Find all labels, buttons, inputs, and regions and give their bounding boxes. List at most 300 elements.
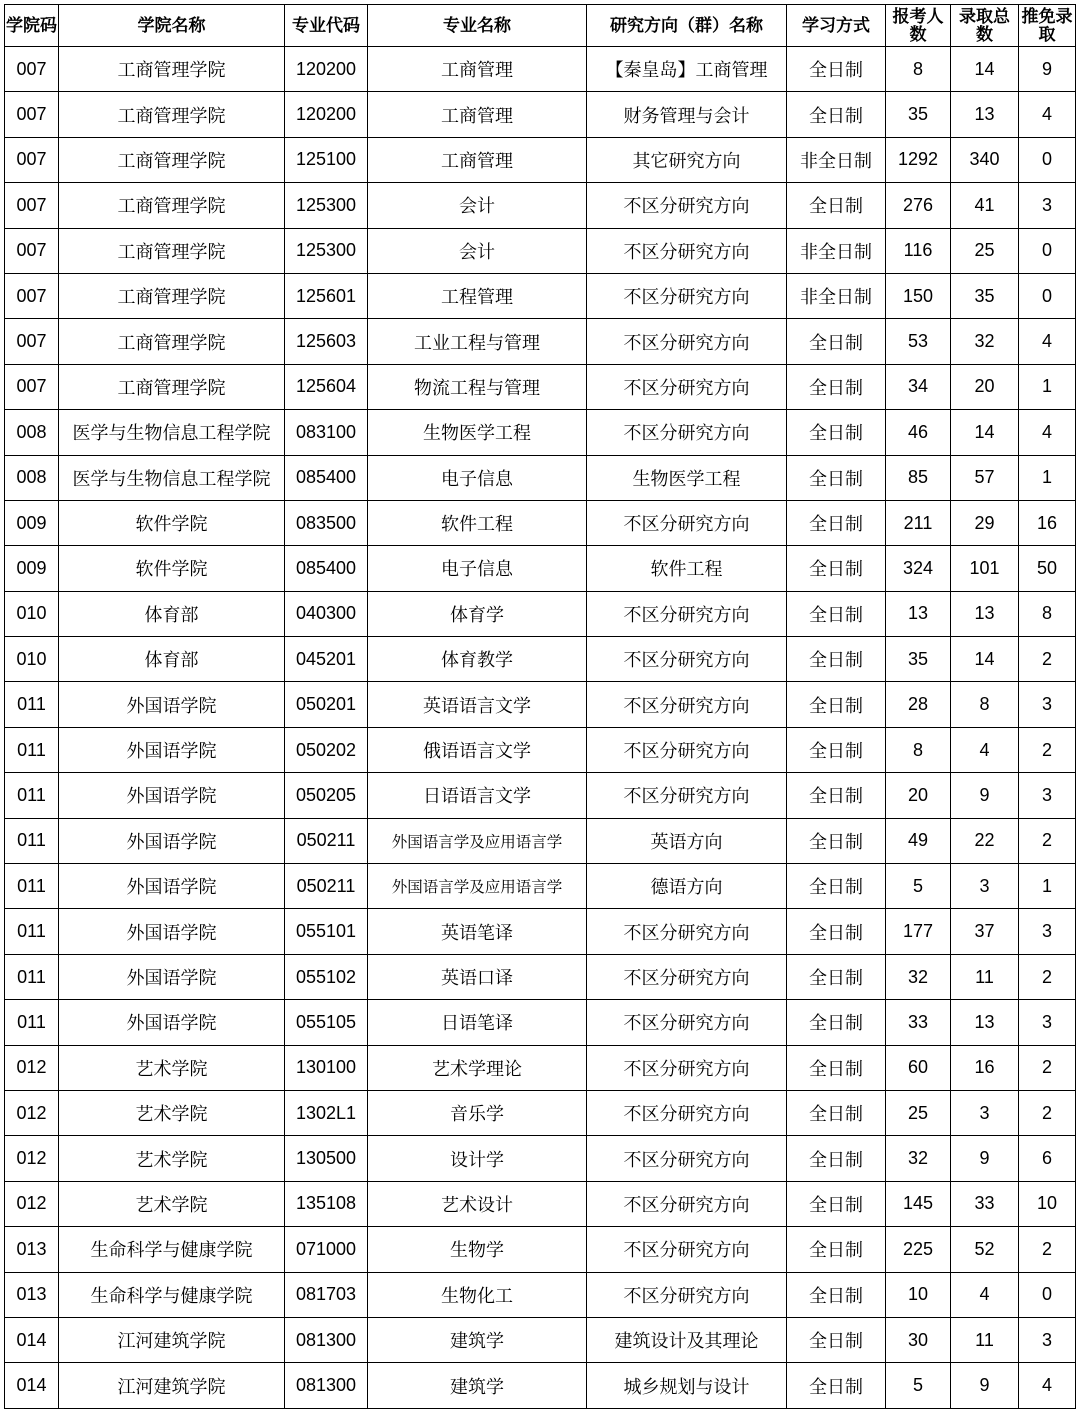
cell-school-code: 011 (5, 909, 59, 954)
cell-research-direction: 其它研究方向 (587, 137, 787, 182)
cell-major-code: 125100 (285, 137, 368, 182)
cell-research-direction: 不区分研究方向 (587, 727, 787, 772)
header-study-mode: 学习方式 (787, 5, 886, 47)
table-row (5, 273, 1076, 318)
cell-research-direction: 【秦皇岛】工商管理 (587, 47, 787, 92)
cell-study-mode: 全日制 (787, 909, 886, 954)
cell-research-direction: 不区分研究方向 (587, 183, 787, 228)
cell-applicants: 1292 (886, 137, 951, 182)
cell-admitted-total: 3 (951, 1090, 1019, 1135)
cell-exempt-admitted: 2 (1019, 954, 1076, 999)
cell-research-direction: 不区分研究方向 (587, 410, 787, 455)
cell-exempt-admitted: 1 (1019, 864, 1076, 909)
cell-exempt-admitted: 0 (1019, 273, 1076, 318)
cell-major-name: 物流工程与管理 (368, 364, 587, 409)
cell-school-code: 010 (5, 591, 59, 636)
cell-admitted-total: 11 (951, 1317, 1019, 1362)
cell-major-code: 125300 (285, 228, 368, 273)
cell-admitted-total: 9 (951, 1363, 1019, 1408)
cell-study-mode: 全日制 (787, 455, 886, 500)
cell-exempt-admitted: 16 (1019, 500, 1076, 545)
cell-school-name: 生命科学与健康学院 (59, 1272, 285, 1317)
cell-major-name: 电子信息 (368, 455, 587, 500)
cell-admitted-total: 33 (951, 1181, 1019, 1226)
cell-applicants: 8 (886, 727, 951, 772)
cell-exempt-admitted: 9 (1019, 47, 1076, 92)
cell-research-direction: 不区分研究方向 (587, 637, 787, 682)
cell-applicants: 116 (886, 228, 951, 273)
table-row (5, 1227, 1076, 1272)
cell-school-code: 012 (5, 1136, 59, 1181)
admission-table (4, 4, 1076, 1409)
cell-study-mode: 非全日制 (787, 137, 886, 182)
cell-admitted-total: 13 (951, 1000, 1019, 1045)
table-row (5, 364, 1076, 409)
cell-study-mode: 全日制 (787, 1000, 886, 1045)
cell-major-name: 外国语言学及应用语言学 (368, 818, 587, 863)
table-row (5, 1000, 1076, 1045)
header-admitted-total: 录取总数 (951, 5, 1019, 47)
cell-major-name: 会计 (368, 228, 587, 273)
cell-applicants: 28 (886, 682, 951, 727)
cell-admitted-total: 14 (951, 410, 1019, 455)
cell-research-direction: 软件工程 (587, 546, 787, 591)
cell-study-mode: 全日制 (787, 500, 886, 545)
cell-exempt-admitted: 6 (1019, 1136, 1076, 1181)
cell-research-direction: 城乡规划与设计 (587, 1363, 787, 1408)
cell-exempt-admitted: 3 (1019, 183, 1076, 228)
cell-admitted-total: 9 (951, 1136, 1019, 1181)
table-row (5, 410, 1076, 455)
cell-applicants: 25 (886, 1090, 951, 1135)
table-row (5, 500, 1076, 545)
cell-study-mode: 全日制 (787, 1317, 886, 1362)
cell-study-mode: 全日制 (787, 410, 886, 455)
table-row (5, 319, 1076, 364)
cell-major-code: 081300 (285, 1317, 368, 1362)
cell-exempt-admitted: 3 (1019, 909, 1076, 954)
table-row (5, 228, 1076, 273)
cell-major-name: 体育学 (368, 591, 587, 636)
cell-applicants: 20 (886, 773, 951, 818)
cell-major-name: 电子信息 (368, 546, 587, 591)
cell-school-name: 工商管理学院 (59, 364, 285, 409)
cell-applicants: 35 (886, 637, 951, 682)
cell-study-mode: 全日制 (787, 954, 886, 999)
cell-major-code: 125603 (285, 319, 368, 364)
table-row (5, 92, 1076, 137)
cell-major-code: 083100 (285, 410, 368, 455)
cell-major-code: 125601 (285, 273, 368, 318)
cell-study-mode: 全日制 (787, 1227, 886, 1272)
cell-admitted-total: 14 (951, 47, 1019, 92)
table-row (5, 682, 1076, 727)
cell-study-mode: 全日制 (787, 1045, 886, 1090)
cell-school-name: 工商管理学院 (59, 228, 285, 273)
cell-exempt-admitted: 2 (1019, 818, 1076, 863)
cell-major-name: 生物化工 (368, 1272, 587, 1317)
cell-major-name: 艺术设计 (368, 1181, 587, 1226)
cell-exempt-admitted: 50 (1019, 546, 1076, 591)
cell-school-name: 工商管理学院 (59, 47, 285, 92)
cell-school-name: 外国语学院 (59, 1000, 285, 1045)
cell-major-code: 050202 (285, 727, 368, 772)
cell-exempt-admitted: 3 (1019, 682, 1076, 727)
cell-applicants: 34 (886, 364, 951, 409)
cell-major-name: 英语语言文学 (368, 682, 587, 727)
cell-research-direction: 英语方向 (587, 818, 787, 863)
cell-admitted-total: 11 (951, 954, 1019, 999)
cell-admitted-total: 35 (951, 273, 1019, 318)
cell-study-mode: 全日制 (787, 637, 886, 682)
cell-applicants: 225 (886, 1227, 951, 1272)
cell-exempt-admitted: 2 (1019, 1090, 1076, 1135)
cell-school-name: 外国语学院 (59, 954, 285, 999)
cell-major-name: 软件工程 (368, 500, 587, 545)
cell-school-name: 软件学院 (59, 500, 285, 545)
cell-study-mode: 全日制 (787, 47, 886, 92)
cell-school-name: 艺术学院 (59, 1136, 285, 1181)
cell-exempt-admitted: 3 (1019, 1317, 1076, 1362)
cell-exempt-admitted: 2 (1019, 1045, 1076, 1090)
header-school-code: 学院码 (5, 5, 59, 47)
cell-applicants: 32 (886, 1136, 951, 1181)
cell-applicants: 13 (886, 591, 951, 636)
cell-major-code: 055105 (285, 1000, 368, 1045)
cell-major-code: 120200 (285, 92, 368, 137)
cell-school-name: 医学与生物信息工程学院 (59, 410, 285, 455)
cell-major-name: 英语口译 (368, 954, 587, 999)
cell-major-code: 130500 (285, 1136, 368, 1181)
cell-school-code: 012 (5, 1181, 59, 1226)
cell-applicants: 324 (886, 546, 951, 591)
cell-school-code: 009 (5, 546, 59, 591)
cell-school-code: 011 (5, 727, 59, 772)
cell-study-mode: 非全日制 (787, 228, 886, 273)
cell-school-name: 医学与生物信息工程学院 (59, 455, 285, 500)
table-row (5, 183, 1076, 228)
cell-applicants: 8 (886, 47, 951, 92)
table-row (5, 1045, 1076, 1090)
cell-major-name: 英语笔译 (368, 909, 587, 954)
cell-major-code: 055102 (285, 954, 368, 999)
cell-school-name: 工商管理学院 (59, 273, 285, 318)
cell-admitted-total: 4 (951, 727, 1019, 772)
cell-research-direction: 不区分研究方向 (587, 1181, 787, 1226)
table-row (5, 1136, 1076, 1181)
cell-admitted-total: 52 (951, 1227, 1019, 1272)
cell-school-code: 011 (5, 1000, 59, 1045)
cell-major-code: 045201 (285, 637, 368, 682)
cell-school-code: 009 (5, 500, 59, 545)
cell-major-name: 工程管理 (368, 273, 587, 318)
table-row (5, 727, 1076, 772)
cell-exempt-admitted: 3 (1019, 1000, 1076, 1045)
cell-research-direction: 不区分研究方向 (587, 1090, 787, 1135)
cell-school-code: 014 (5, 1317, 59, 1362)
cell-major-name: 工商管理 (368, 137, 587, 182)
table-row (5, 1090, 1076, 1135)
cell-school-name: 江河建筑学院 (59, 1317, 285, 1362)
cell-major-code: 085400 (285, 455, 368, 500)
cell-major-code: 040300 (285, 591, 368, 636)
cell-major-name: 设计学 (368, 1136, 587, 1181)
cell-major-code: 083500 (285, 500, 368, 545)
cell-major-code: 125604 (285, 364, 368, 409)
cell-school-code: 011 (5, 682, 59, 727)
cell-applicants: 53 (886, 319, 951, 364)
cell-exempt-admitted: 4 (1019, 92, 1076, 137)
cell-admitted-total: 22 (951, 818, 1019, 863)
cell-major-name: 工商管理 (368, 92, 587, 137)
cell-exempt-admitted: 4 (1019, 319, 1076, 364)
cell-exempt-admitted: 8 (1019, 591, 1076, 636)
table-row (5, 954, 1076, 999)
cell-research-direction: 不区分研究方向 (587, 319, 787, 364)
cell-research-direction: 不区分研究方向 (587, 500, 787, 545)
cell-school-name: 工商管理学院 (59, 92, 285, 137)
cell-school-name: 工商管理学院 (59, 319, 285, 364)
cell-exempt-admitted: 2 (1019, 637, 1076, 682)
cell-applicants: 32 (886, 954, 951, 999)
cell-exempt-admitted: 4 (1019, 1363, 1076, 1408)
cell-admitted-total: 37 (951, 909, 1019, 954)
table-row (5, 637, 1076, 682)
cell-major-name: 日语语言文学 (368, 773, 587, 818)
cell-admitted-total: 340 (951, 137, 1019, 182)
cell-school-code: 013 (5, 1272, 59, 1317)
cell-school-code: 007 (5, 183, 59, 228)
cell-major-code: 1302L1 (285, 1090, 368, 1135)
cell-study-mode: 全日制 (787, 773, 886, 818)
cell-school-name: 外国语学院 (59, 818, 285, 863)
cell-research-direction: 生物医学工程 (587, 455, 787, 500)
cell-admitted-total: 9 (951, 773, 1019, 818)
cell-applicants: 150 (886, 273, 951, 318)
table-row (5, 137, 1076, 182)
cell-research-direction: 不区分研究方向 (587, 1045, 787, 1090)
cell-research-direction: 不区分研究方向 (587, 1136, 787, 1181)
cell-school-code: 011 (5, 773, 59, 818)
cell-major-name: 会计 (368, 183, 587, 228)
cell-school-code: 008 (5, 410, 59, 455)
cell-research-direction: 不区分研究方向 (587, 1227, 787, 1272)
cell-school-name: 工商管理学院 (59, 137, 285, 182)
cell-admitted-total: 13 (951, 591, 1019, 636)
cell-major-name: 艺术学理论 (368, 1045, 587, 1090)
cell-admitted-total: 16 (951, 1045, 1019, 1090)
cell-exempt-admitted: 0 (1019, 1272, 1076, 1317)
cell-major-code: 125300 (285, 183, 368, 228)
cell-school-name: 软件学院 (59, 546, 285, 591)
cell-school-code: 012 (5, 1045, 59, 1090)
cell-applicants: 33 (886, 1000, 951, 1045)
cell-school-name: 外国语学院 (59, 909, 285, 954)
table-row (5, 818, 1076, 863)
cell-school-name: 外国语学院 (59, 682, 285, 727)
cell-admitted-total: 4 (951, 1272, 1019, 1317)
cell-school-name: 艺术学院 (59, 1045, 285, 1090)
cell-school-name: 艺术学院 (59, 1181, 285, 1226)
cell-major-code: 071000 (285, 1227, 368, 1272)
cell-major-code: 055101 (285, 909, 368, 954)
cell-school-name: 体育部 (59, 591, 285, 636)
table-body (5, 47, 1076, 1409)
cell-exempt-admitted: 1 (1019, 364, 1076, 409)
cell-major-code: 085400 (285, 546, 368, 591)
header-major-code: 专业代码 (285, 5, 368, 47)
cell-study-mode: 全日制 (787, 682, 886, 727)
cell-study-mode: 全日制 (787, 1090, 886, 1135)
cell-admitted-total: 25 (951, 228, 1019, 273)
cell-major-code: 050211 (285, 864, 368, 909)
table-row (5, 773, 1076, 818)
table-row (5, 1181, 1076, 1226)
cell-school-code: 007 (5, 47, 59, 92)
table-row (5, 864, 1076, 909)
table-row (5, 1363, 1076, 1408)
cell-study-mode: 全日制 (787, 1136, 886, 1181)
cell-school-code: 014 (5, 1363, 59, 1408)
cell-major-code: 130100 (285, 1045, 368, 1090)
cell-admitted-total: 20 (951, 364, 1019, 409)
cell-applicants: 46 (886, 410, 951, 455)
cell-school-code: 013 (5, 1227, 59, 1272)
cell-study-mode: 全日制 (787, 818, 886, 863)
cell-major-code: 081300 (285, 1363, 368, 1408)
cell-study-mode: 全日制 (787, 1181, 886, 1226)
cell-school-code: 007 (5, 137, 59, 182)
cell-major-code: 050211 (285, 818, 368, 863)
cell-exempt-admitted: 3 (1019, 773, 1076, 818)
cell-research-direction: 不区分研究方向 (587, 682, 787, 727)
cell-applicants: 5 (886, 864, 951, 909)
cell-applicants: 30 (886, 1317, 951, 1362)
cell-school-code: 011 (5, 954, 59, 999)
cell-applicants: 145 (886, 1181, 951, 1226)
cell-major-name: 生物医学工程 (368, 410, 587, 455)
cell-major-name: 体育教学 (368, 637, 587, 682)
cell-applicants: 35 (886, 92, 951, 137)
cell-school-code: 011 (5, 864, 59, 909)
cell-admitted-total: 32 (951, 319, 1019, 364)
header-research-direction: 研究方向（群）名称 (587, 5, 787, 47)
header-school-name: 学院名称 (59, 5, 285, 47)
cell-admitted-total: 13 (951, 92, 1019, 137)
cell-applicants: 177 (886, 909, 951, 954)
cell-research-direction: 财务管理与会计 (587, 92, 787, 137)
cell-research-direction: 不区分研究方向 (587, 228, 787, 273)
cell-major-code: 081703 (285, 1272, 368, 1317)
cell-exempt-admitted: 2 (1019, 1227, 1076, 1272)
cell-school-code: 011 (5, 818, 59, 863)
table-row (5, 47, 1076, 92)
cell-school-code: 007 (5, 92, 59, 137)
cell-research-direction: 不区分研究方向 (587, 273, 787, 318)
cell-school-code: 007 (5, 273, 59, 318)
cell-study-mode: 全日制 (787, 364, 886, 409)
cell-school-code: 007 (5, 228, 59, 273)
cell-school-name: 外国语学院 (59, 727, 285, 772)
cell-admitted-total: 57 (951, 455, 1019, 500)
cell-admitted-total: 41 (951, 183, 1019, 228)
table-header-row (5, 5, 1076, 47)
cell-school-name: 艺术学院 (59, 1090, 285, 1135)
cell-school-code: 008 (5, 455, 59, 500)
cell-applicants: 85 (886, 455, 951, 500)
cell-exempt-admitted: 0 (1019, 137, 1076, 182)
cell-research-direction: 不区分研究方向 (587, 909, 787, 954)
cell-school-name: 外国语学院 (59, 773, 285, 818)
table-row (5, 546, 1076, 591)
table-row (5, 455, 1076, 500)
cell-research-direction: 不区分研究方向 (587, 773, 787, 818)
cell-exempt-admitted: 2 (1019, 727, 1076, 772)
cell-major-name: 外国语言学及应用语言学 (368, 864, 587, 909)
cell-exempt-admitted: 0 (1019, 228, 1076, 273)
cell-admitted-total: 29 (951, 500, 1019, 545)
cell-school-code: 010 (5, 637, 59, 682)
cell-school-name: 工商管理学院 (59, 183, 285, 228)
cell-exempt-admitted: 4 (1019, 410, 1076, 455)
cell-research-direction: 不区分研究方向 (587, 364, 787, 409)
cell-study-mode: 非全日制 (787, 273, 886, 318)
header-exempt-admitted: 推免录取 (1019, 5, 1076, 47)
table-row (5, 909, 1076, 954)
cell-major-code: 050201 (285, 682, 368, 727)
cell-major-name: 建筑学 (368, 1317, 587, 1362)
cell-major-code: 120200 (285, 47, 368, 92)
cell-applicants: 5 (886, 1363, 951, 1408)
cell-research-direction: 不区分研究方向 (587, 591, 787, 636)
cell-school-code: 007 (5, 364, 59, 409)
cell-major-code: 050205 (285, 773, 368, 818)
cell-research-direction: 建筑设计及其理论 (587, 1317, 787, 1362)
table-row (5, 1272, 1076, 1317)
cell-major-name: 生物学 (368, 1227, 587, 1272)
cell-admitted-total: 14 (951, 637, 1019, 682)
cell-major-name: 工业工程与管理 (368, 319, 587, 364)
cell-major-name: 工商管理 (368, 47, 587, 92)
cell-study-mode: 全日制 (787, 864, 886, 909)
cell-applicants: 211 (886, 500, 951, 545)
cell-applicants: 60 (886, 1045, 951, 1090)
cell-school-name: 生命科学与健康学院 (59, 1227, 285, 1272)
cell-exempt-admitted: 10 (1019, 1181, 1076, 1226)
cell-major-name: 建筑学 (368, 1363, 587, 1408)
cell-applicants: 10 (886, 1272, 951, 1317)
cell-major-name: 日语笔译 (368, 1000, 587, 1045)
cell-school-code: 012 (5, 1090, 59, 1135)
cell-major-code: 135108 (285, 1181, 368, 1226)
cell-school-name: 外国语学院 (59, 864, 285, 909)
cell-study-mode: 全日制 (787, 546, 886, 591)
cell-school-name: 江河建筑学院 (59, 1363, 285, 1408)
cell-study-mode: 全日制 (787, 92, 886, 137)
header-major-name: 专业名称 (368, 5, 587, 47)
cell-applicants: 49 (886, 818, 951, 863)
cell-research-direction: 不区分研究方向 (587, 1000, 787, 1045)
cell-study-mode: 全日制 (787, 319, 886, 364)
cell-major-name: 音乐学 (368, 1090, 587, 1135)
cell-research-direction: 不区分研究方向 (587, 954, 787, 999)
cell-applicants: 276 (886, 183, 951, 228)
cell-study-mode: 全日制 (787, 727, 886, 772)
cell-admitted-total: 101 (951, 546, 1019, 591)
table-row (5, 1317, 1076, 1362)
cell-study-mode: 全日制 (787, 1363, 886, 1408)
cell-school-code: 007 (5, 319, 59, 364)
